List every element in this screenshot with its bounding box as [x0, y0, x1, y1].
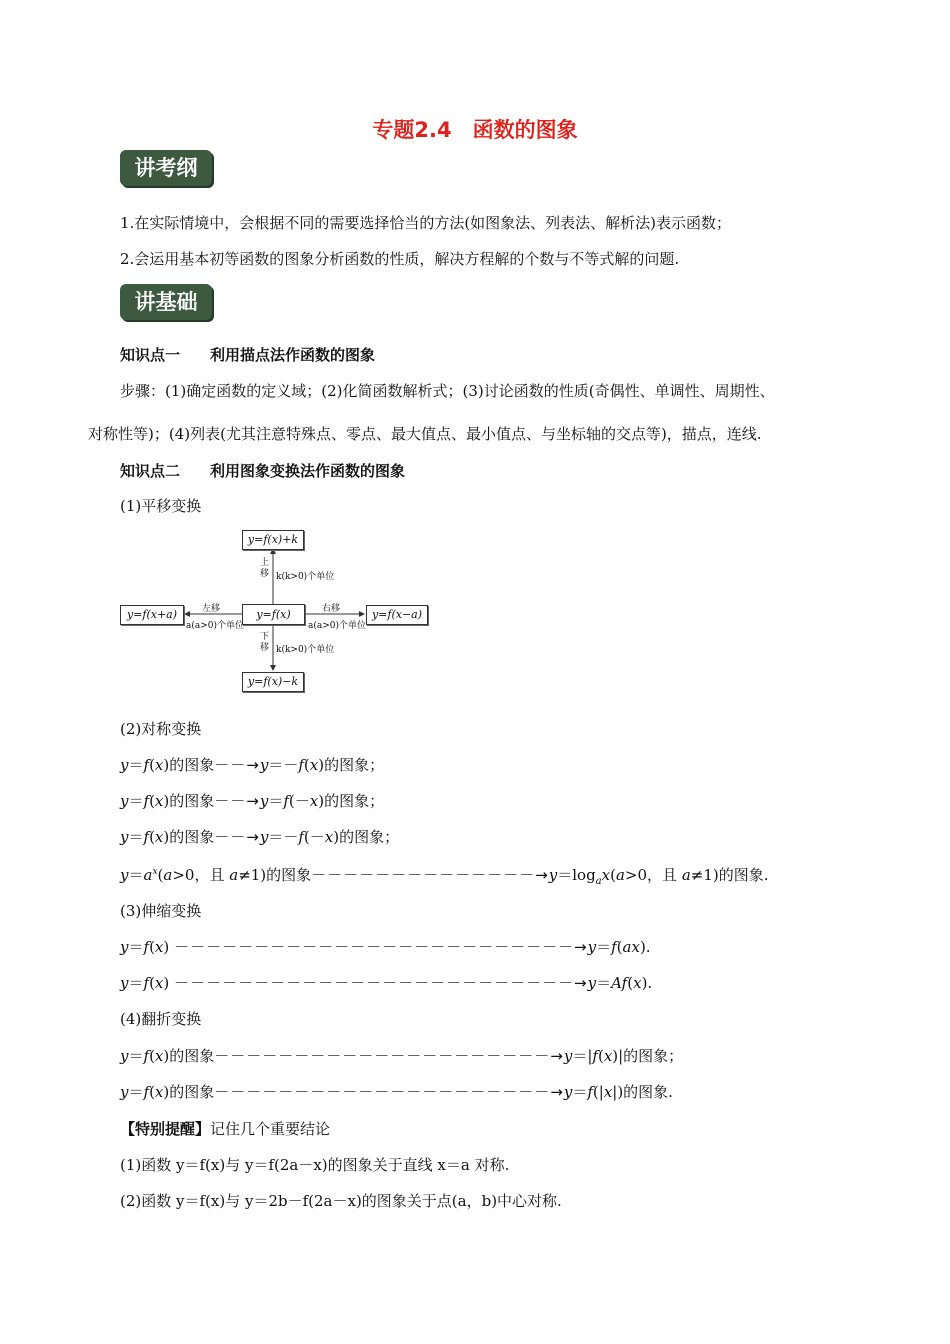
symmetry-line-4: $y=a^x(a>0$，且 a≠1)的图象$--------------\to y=\log_ax(a>0$，且 a≠1)的图象. [120, 866, 769, 887]
label-up-cond: k(k>0)个单位 [276, 572, 335, 582]
reminder-item-2: (2)函数 y＝f(x)与 y＝2b－f(2a－x)的图象关于点(a，b)中心对称. [120, 1192, 562, 1210]
page-title: 专题2.4 函数的图象 [372, 118, 578, 142]
kp1-steps-line2: 对称性等)；(4)列表(尤其注意特殊点、零点、最大值点、最小值点、与坐标轴的交点等)，描点，连线. [88, 425, 762, 443]
kp1-steps-line1: 步骤：(1)确定函数的定义域；(2)化简函数解析式；(3)讨论函数的性质(奇偶性、单调性、周期性、 [120, 382, 775, 400]
label-down-cond: k(k>0)个单位 [276, 645, 335, 655]
label-up-move: 上移 [260, 558, 270, 579]
reminder-text: 记住几个重要结论 [210, 1120, 331, 1138]
box-center: y=f(x) [242, 604, 305, 625]
stretch-line-2: y＝f(x) －－－－－－－－－－－－－－－－－－－－－－－－－→y＝Af(x). [120, 974, 653, 992]
label-right-move: 右移 [322, 604, 341, 614]
symmetry-line-3: y＝f(x)的图象－－→y＝－f(－x)的图象； [120, 828, 400, 846]
kp1-name: 利用描点法作函数的图象 [210, 346, 376, 364]
kp2-heading [120, 460, 405, 481]
reminder-item-1: (1)函数 y＝f(x)与 y＝f(2a－x)的图象关于直线 x＝a 对称. [120, 1156, 510, 1174]
kp1-heading [120, 344, 375, 365]
flip-line-2: y＝f(x)的图象－－－－－－－－－－－－－－－－－－－－－→y＝f(|x|)的图象. [120, 1083, 673, 1101]
box-left: y=f(x+a) [120, 605, 184, 625]
stretch-line-1: y＝f(x) －－－－－－－－－－－－－－－－－－－－－－－－－→y＝f(ax). [120, 938, 651, 956]
kp2-name: 利用图象变换法作函数的图象 [210, 462, 406, 480]
label-right-cond: a(a>0)个单位 [308, 621, 367, 631]
reminder-heading [120, 1118, 330, 1139]
kp1-label: 知识点一 [120, 346, 181, 364]
box-right: y=f(x−a) [366, 605, 428, 625]
label-down-move: 下移 [260, 632, 270, 653]
symmetry-line-2: y＝f(x)的图象－－→y＝f(－x)的图象； [120, 792, 385, 810]
translation-heading: (1)平移变换 [120, 497, 202, 515]
symmetry-line-1: y＝f(x)的图象－－→y＝－f(x)的图象； [120, 756, 385, 774]
label-left-cond: a(a>0)个单位 [186, 621, 245, 631]
symmetry-heading: (2)对称变换 [120, 720, 202, 738]
stretch-heading: (3)伸缩变换 [120, 902, 202, 920]
outline-item-2: 2.会运用基本初等函数的图象分析函数的性质，解决方程解的个数与不等式解的问题. [120, 250, 680, 268]
section-badge-jichu: 讲基础 [120, 284, 212, 320]
flip-heading: (4)翻折变换 [120, 1010, 202, 1028]
flip-line-1: y＝f(x)的图象－－－－－－－－－－－－－－－－－－－－－→y＝|f(x)|的图象； [120, 1047, 684, 1065]
box-top: y=f(x)+k [242, 530, 304, 550]
outline-item-1: 1.在实际情境中，会根据不同的需要选择恰当的方法(如图象法、列表法、解析法)表示函数； [120, 214, 732, 232]
label-left-move: 左移 [202, 604, 221, 614]
box-bottom: y=f(x)−k [242, 672, 304, 692]
reminder-tag: 【特别提醒】 [120, 1120, 211, 1138]
section-badge-kaogang: 讲考纲 [120, 150, 212, 186]
kp2-label: 知识点二 [120, 462, 181, 480]
